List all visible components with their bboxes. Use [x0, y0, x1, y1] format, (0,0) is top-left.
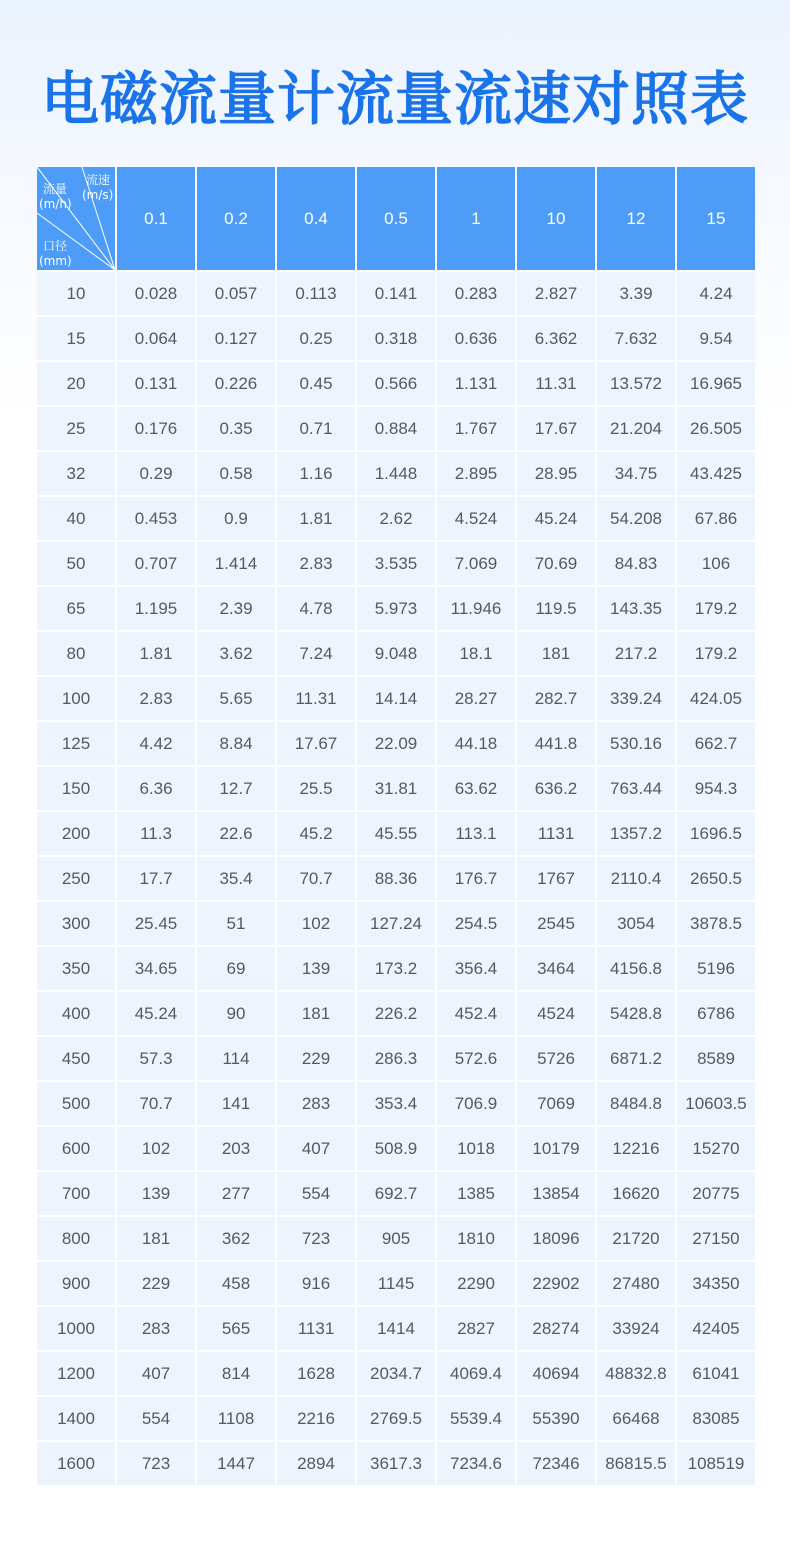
flow-value-cell: 0.131: [117, 362, 195, 407]
table-body: [37, 270, 755, 1487]
diameter-cell: 900: [37, 1262, 115, 1307]
flow-value-cell: 8.84: [197, 722, 275, 767]
flow-value-cell: 2545: [517, 902, 595, 947]
flow-value-cell: 8484.8: [597, 1082, 675, 1127]
flow-value-cell: 1.767: [437, 407, 515, 452]
header-corner-cell: [37, 167, 115, 270]
flow-value-cell: 15270: [677, 1127, 755, 1172]
flow-value-cell: 3.535: [357, 542, 435, 587]
flow-value-cell: 8589: [677, 1037, 755, 1082]
flow-value-cell: 45.55: [357, 812, 435, 857]
table-row: [37, 1082, 755, 1127]
flow-value-cell: 2216: [277, 1397, 355, 1442]
diameter-cell: 100: [37, 677, 115, 722]
flow-value-cell: 1385: [437, 1172, 515, 1217]
diameter-cell: 1600: [37, 1442, 115, 1487]
flow-value-cell: 5.65: [197, 677, 275, 722]
table-row: [37, 902, 755, 947]
flow-value-cell: 31.81: [357, 767, 435, 812]
table-row: [37, 452, 755, 497]
flow-value-cell: 69: [197, 947, 275, 992]
corner-diameter-unit: (mm): [39, 254, 72, 268]
flow-value-cell: 22.09: [357, 722, 435, 767]
flow-value-cell: 51: [197, 902, 275, 947]
flow-value-cell: 4069.4: [437, 1352, 515, 1397]
flow-value-cell: 141: [197, 1082, 275, 1127]
flow-value-cell: 11.3: [117, 812, 195, 857]
flow-value-cell: 0.45: [277, 362, 355, 407]
flow-value-cell: 5.973: [357, 587, 435, 632]
flow-value-cell: 362: [197, 1217, 275, 1262]
flow-value-cell: 20775: [677, 1172, 755, 1217]
table-row: [37, 542, 755, 587]
flow-value-cell: 43.425: [677, 452, 755, 497]
diameter-cell: 15: [37, 317, 115, 362]
flow-value-cell: 7.632: [597, 317, 675, 362]
flow-value-cell: 0.58: [197, 452, 275, 497]
corner-diameter-label: 口径: [43, 239, 68, 253]
flow-value-cell: 72346: [517, 1442, 595, 1487]
flow-value-cell: 1.16: [277, 452, 355, 497]
header-velocity-1: 1: [437, 167, 515, 270]
flow-value-cell: 0.71: [277, 407, 355, 452]
flow-value-cell: 2.62: [357, 497, 435, 542]
flow-value-cell: 217.2: [597, 632, 675, 677]
flow-value-cell: 1131: [517, 812, 595, 857]
flow-value-cell: 282.7: [517, 677, 595, 722]
table-row: [37, 992, 755, 1037]
flow-value-cell: 108519: [677, 1442, 755, 1487]
flow-value-cell: 254.5: [437, 902, 515, 947]
flow-value-cell: 226.2: [357, 992, 435, 1037]
diameter-cell: 125: [37, 722, 115, 767]
diameter-cell: 25: [37, 407, 115, 452]
flow-value-cell: 102: [117, 1127, 195, 1172]
table-row: [37, 677, 755, 722]
flow-value-cell: 554: [117, 1397, 195, 1442]
flow-value-cell: 0.636: [437, 317, 515, 362]
diameter-cell: 250: [37, 857, 115, 902]
flow-value-cell: 277: [197, 1172, 275, 1217]
flow-value-cell: 203: [197, 1127, 275, 1172]
table-row: [37, 767, 755, 812]
flow-value-cell: 283: [277, 1082, 355, 1127]
table-header-row: [37, 167, 755, 270]
flow-value-cell: 5726: [517, 1037, 595, 1082]
flow-value-cell: 12216: [597, 1127, 675, 1172]
flow-value-cell: 662.7: [677, 722, 755, 767]
flow-value-cell: 1447: [197, 1442, 275, 1487]
flow-value-cell: 2827: [437, 1307, 515, 1352]
flow-value-cell: 286.3: [357, 1037, 435, 1082]
header-velocity-0.5: 0.5: [357, 167, 435, 270]
flow-value-cell: 1145: [357, 1262, 435, 1307]
flow-value-cell: 1.448: [357, 452, 435, 497]
flow-value-cell: 3.39: [597, 270, 675, 317]
header-velocity-0.4: 0.4: [277, 167, 355, 270]
flow-value-cell: 1696.5: [677, 812, 755, 857]
header-velocity-15: 15: [677, 167, 755, 270]
flow-value-cell: 17.7: [117, 857, 195, 902]
flow-value-cell: 25.45: [117, 902, 195, 947]
flow-value-cell: 114: [197, 1037, 275, 1082]
flow-value-cell: 106: [677, 542, 755, 587]
diameter-cell: 450: [37, 1037, 115, 1082]
flow-value-cell: 0.057: [197, 270, 275, 317]
flow-value-cell: 18096: [517, 1217, 595, 1262]
header-velocity-12: 12: [597, 167, 675, 270]
flow-value-cell: 353.4: [357, 1082, 435, 1127]
flow-value-cell: 0.176: [117, 407, 195, 452]
flow-value-cell: 706.9: [437, 1082, 515, 1127]
table-row: [37, 1262, 755, 1307]
flow-value-cell: 0.566: [357, 362, 435, 407]
flow-value-cell: 67.86: [677, 497, 755, 542]
flow-value-cell: 0.113: [277, 270, 355, 317]
flow-value-cell: 0.141: [357, 270, 435, 317]
flow-value-cell: 57.3: [117, 1037, 195, 1082]
flow-value-cell: 1.195: [117, 587, 195, 632]
table-row: [37, 587, 755, 632]
diameter-cell: 350: [37, 947, 115, 992]
flow-value-cell: 407: [117, 1352, 195, 1397]
corner-flow-label: 流量: [43, 182, 68, 196]
diameter-cell: 10: [37, 270, 115, 317]
flow-value-cell: 55390: [517, 1397, 595, 1442]
flow-value-cell: 554: [277, 1172, 355, 1217]
flow-value-cell: 1018: [437, 1127, 515, 1172]
flow-value-cell: 3617.3: [357, 1442, 435, 1487]
flow-value-cell: 407: [277, 1127, 355, 1172]
flow-value-cell: 0.453: [117, 497, 195, 542]
flow-value-cell: 34350: [677, 1262, 755, 1307]
flow-value-cell: 5196: [677, 947, 755, 992]
flow-value-cell: 28274: [517, 1307, 595, 1352]
diameter-cell: 40: [37, 497, 115, 542]
flow-value-cell: 1108: [197, 1397, 275, 1442]
table-row: [37, 1127, 755, 1172]
flow-value-cell: 441.8: [517, 722, 595, 767]
flow-value-cell: 0.127: [197, 317, 275, 362]
flow-value-cell: 26.505: [677, 407, 755, 452]
flow-value-cell: 181: [117, 1217, 195, 1262]
diameter-cell: 600: [37, 1127, 115, 1172]
diameter-cell: 700: [37, 1172, 115, 1217]
flow-value-cell: 70.69: [517, 542, 595, 587]
flow-value-cell: 9.54: [677, 317, 755, 362]
flow-value-cell: 102: [277, 902, 355, 947]
flow-value-cell: 458: [197, 1262, 275, 1307]
flow-velocity-table: [35, 167, 757, 1487]
flow-value-cell: 35.4: [197, 857, 275, 902]
flow-value-cell: 2894: [277, 1442, 355, 1487]
flow-value-cell: 86815.5: [597, 1442, 675, 1487]
flow-value-cell: 17.67: [277, 722, 355, 767]
flow-value-cell: 34.75: [597, 452, 675, 497]
flow-value-cell: 18.1: [437, 632, 515, 677]
flow-value-cell: 5428.8: [597, 992, 675, 1037]
table-row: [37, 1217, 755, 1262]
flow-value-cell: 452.4: [437, 992, 515, 1037]
flow-value-cell: 2.827: [517, 270, 595, 317]
flow-value-cell: 0.283: [437, 270, 515, 317]
flow-value-cell: 48832.8: [597, 1352, 675, 1397]
flow-value-cell: 2.83: [117, 677, 195, 722]
flow-value-cell: 565: [197, 1307, 275, 1352]
table-row: [37, 362, 755, 407]
flow-value-cell: 63.62: [437, 767, 515, 812]
flow-value-cell: 508.9: [357, 1127, 435, 1172]
flow-value-cell: 530.16: [597, 722, 675, 767]
flow-value-cell: 16620: [597, 1172, 675, 1217]
table-row: [37, 1172, 755, 1217]
flow-value-cell: 10603.5: [677, 1082, 755, 1127]
table-row: [37, 947, 755, 992]
flow-value-cell: 127.24: [357, 902, 435, 947]
flow-value-cell: 283: [117, 1307, 195, 1352]
flow-value-cell: 1.131: [437, 362, 515, 407]
flow-value-cell: 113.1: [437, 812, 515, 857]
flow-value-cell: 0.35: [197, 407, 275, 452]
diameter-cell: 1000: [37, 1307, 115, 1352]
diameter-cell: 300: [37, 902, 115, 947]
flow-value-cell: 4524: [517, 992, 595, 1037]
flow-value-cell: 34.65: [117, 947, 195, 992]
diameter-cell: 80: [37, 632, 115, 677]
flow-value-cell: 11.946: [437, 587, 515, 632]
flow-value-cell: 0.884: [357, 407, 435, 452]
diameter-cell: 65: [37, 587, 115, 632]
flow-value-cell: 7.069: [437, 542, 515, 587]
flow-value-cell: 139: [117, 1172, 195, 1217]
flow-value-cell: 5539.4: [437, 1397, 515, 1442]
flow-value-cell: 27480: [597, 1262, 675, 1307]
flow-value-cell: 0.318: [357, 317, 435, 362]
flow-value-cell: 22902: [517, 1262, 595, 1307]
flow-value-cell: 4.78: [277, 587, 355, 632]
flow-value-cell: 0.226: [197, 362, 275, 407]
flow-value-cell: 176.7: [437, 857, 515, 902]
corner-velocity-unit: (m/s): [82, 188, 114, 202]
flow-value-cell: 229: [117, 1262, 195, 1307]
flow-value-cell: 179.2: [677, 632, 755, 677]
flow-value-cell: 905: [357, 1217, 435, 1262]
flow-value-cell: 139: [277, 947, 355, 992]
flow-value-cell: 1628: [277, 1352, 355, 1397]
flow-value-cell: 4156.8: [597, 947, 675, 992]
flow-value-cell: 3878.5: [677, 902, 755, 947]
flow-value-cell: 1.81: [277, 497, 355, 542]
flow-value-cell: 1131: [277, 1307, 355, 1352]
flow-value-cell: 814: [197, 1352, 275, 1397]
flow-value-cell: 2110.4: [597, 857, 675, 902]
diameter-cell: 32: [37, 452, 115, 497]
header-velocity-0.2: 0.2: [197, 167, 275, 270]
diameter-cell: 800: [37, 1217, 115, 1262]
flow-value-cell: 0.028: [117, 270, 195, 317]
flow-value-cell: 17.67: [517, 407, 595, 452]
table-row: [37, 1037, 755, 1082]
flow-value-cell: 723: [117, 1442, 195, 1487]
table-row: [37, 1307, 755, 1352]
flow-value-cell: 6786: [677, 992, 755, 1037]
flow-value-cell: 173.2: [357, 947, 435, 992]
flow-value-cell: 14.14: [357, 677, 435, 722]
diameter-cell: 150: [37, 767, 115, 812]
flow-value-cell: 692.7: [357, 1172, 435, 1217]
flow-value-cell: 3.62: [197, 632, 275, 677]
flow-value-cell: 54.208: [597, 497, 675, 542]
flow-value-cell: 9.048: [357, 632, 435, 677]
flow-value-cell: 636.2: [517, 767, 595, 812]
flow-value-cell: 61041: [677, 1352, 755, 1397]
flow-value-cell: 11.31: [277, 677, 355, 722]
table-row: [37, 1352, 755, 1397]
flow-value-cell: 6.36: [117, 767, 195, 812]
flow-value-cell: 2290: [437, 1262, 515, 1307]
flow-value-cell: 229: [277, 1037, 355, 1082]
flow-value-cell: 42405: [677, 1307, 755, 1352]
flow-value-cell: 119.5: [517, 587, 595, 632]
flow-value-cell: 10179: [517, 1127, 595, 1172]
flow-value-cell: 13.572: [597, 362, 675, 407]
flow-value-cell: 88.36: [357, 857, 435, 902]
flow-value-cell: 7.24: [277, 632, 355, 677]
flow-value-cell: 40694: [517, 1352, 595, 1397]
flow-value-cell: 21.204: [597, 407, 675, 452]
flow-value-cell: 45.24: [117, 992, 195, 1037]
table-row: [37, 722, 755, 767]
flow-value-cell: 2.39: [197, 587, 275, 632]
page-title: 电磁流量计流量流速对照表: [40, 65, 749, 133]
flow-value-cell: 90: [197, 992, 275, 1037]
flow-value-cell: 22.6: [197, 812, 275, 857]
diameter-cell: 50: [37, 542, 115, 587]
flow-value-cell: 0.25: [277, 317, 355, 362]
flow-value-cell: 143.35: [597, 587, 675, 632]
flow-value-cell: 1810: [437, 1217, 515, 1262]
flow-value-cell: 1357.2: [597, 812, 675, 857]
header-velocity-10: 10: [517, 167, 595, 270]
flow-value-cell: 2.895: [437, 452, 515, 497]
flow-value-cell: 339.24: [597, 677, 675, 722]
flow-value-cell: 7234.6: [437, 1442, 515, 1487]
table-row: [37, 317, 755, 362]
flow-value-cell: 13854: [517, 1172, 595, 1217]
diameter-cell: 200: [37, 812, 115, 857]
flow-value-cell: 84.83: [597, 542, 675, 587]
corner-flow-unit: (m/h): [39, 197, 72, 211]
flow-value-cell: 28.27: [437, 677, 515, 722]
flow-value-cell: 21720: [597, 1217, 675, 1262]
table-row: [37, 270, 755, 317]
flow-value-cell: 83085: [677, 1397, 755, 1442]
flow-value-cell: 66468: [597, 1397, 675, 1442]
flow-value-cell: 3054: [597, 902, 675, 947]
header-velocity-0.1: 0.1: [117, 167, 195, 270]
flow-value-cell: 6.362: [517, 317, 595, 362]
flow-value-cell: 424.05: [677, 677, 755, 722]
flow-value-cell: 356.4: [437, 947, 515, 992]
flow-value-cell: 0.707: [117, 542, 195, 587]
flow-value-cell: 6871.2: [597, 1037, 675, 1082]
flow-value-cell: 1.81: [117, 632, 195, 677]
flow-value-cell: 763.44: [597, 767, 675, 812]
table-row: [37, 632, 755, 677]
flow-value-cell: 2.83: [277, 542, 355, 587]
table-row: [37, 857, 755, 902]
flow-value-cell: 2769.5: [357, 1397, 435, 1442]
flow-value-cell: 572.6: [437, 1037, 515, 1082]
diameter-cell: 1400: [37, 1397, 115, 1442]
flow-value-cell: 4.24: [677, 270, 755, 317]
flow-value-cell: 4.42: [117, 722, 195, 767]
flow-value-cell: 45.24: [517, 497, 595, 542]
flow-value-cell: 181: [277, 992, 355, 1037]
flow-value-cell: 4.524: [437, 497, 515, 542]
flow-value-cell: 1.414: [197, 542, 275, 587]
flow-value-cell: 16.965: [677, 362, 755, 407]
flow-value-cell: 27150: [677, 1217, 755, 1262]
flow-value-cell: 1767: [517, 857, 595, 902]
flow-value-cell: 2650.5: [677, 857, 755, 902]
diameter-cell: 500: [37, 1082, 115, 1127]
flow-value-cell: 723: [277, 1217, 355, 1262]
flow-value-cell: 45.2: [277, 812, 355, 857]
diameter-cell: 400: [37, 992, 115, 1037]
flow-value-cell: 0.29: [117, 452, 195, 497]
table-row: [37, 1397, 755, 1442]
table-row: [37, 1442, 755, 1487]
flow-value-cell: 1414: [357, 1307, 435, 1352]
corner-velocity-label: 流速: [86, 173, 111, 187]
flow-value-cell: 28.95: [517, 452, 595, 497]
table-row: [37, 407, 755, 452]
table-row: [37, 497, 755, 542]
flow-value-cell: 33924: [597, 1307, 675, 1352]
flow-value-cell: 916: [277, 1262, 355, 1307]
flow-value-cell: 0.9: [197, 497, 275, 542]
flow-value-cell: 11.31: [517, 362, 595, 407]
flow-value-cell: 0.064: [117, 317, 195, 362]
flow-value-cell: 3464: [517, 947, 595, 992]
flow-value-cell: 7069: [517, 1082, 595, 1127]
flow-value-cell: 12.7: [197, 767, 275, 812]
flow-value-cell: 25.5: [277, 767, 355, 812]
flow-value-cell: 70.7: [117, 1082, 195, 1127]
flow-value-cell: 179.2: [677, 587, 755, 632]
flow-value-cell: 70.7: [277, 857, 355, 902]
table-row: [37, 812, 755, 857]
diameter-cell: 1200: [37, 1352, 115, 1397]
flow-value-cell: 44.18: [437, 722, 515, 767]
flow-value-cell: 2034.7: [357, 1352, 435, 1397]
flow-value-cell: 181: [517, 632, 595, 677]
diameter-cell: 20: [37, 362, 115, 407]
flow-value-cell: 954.3: [677, 767, 755, 812]
